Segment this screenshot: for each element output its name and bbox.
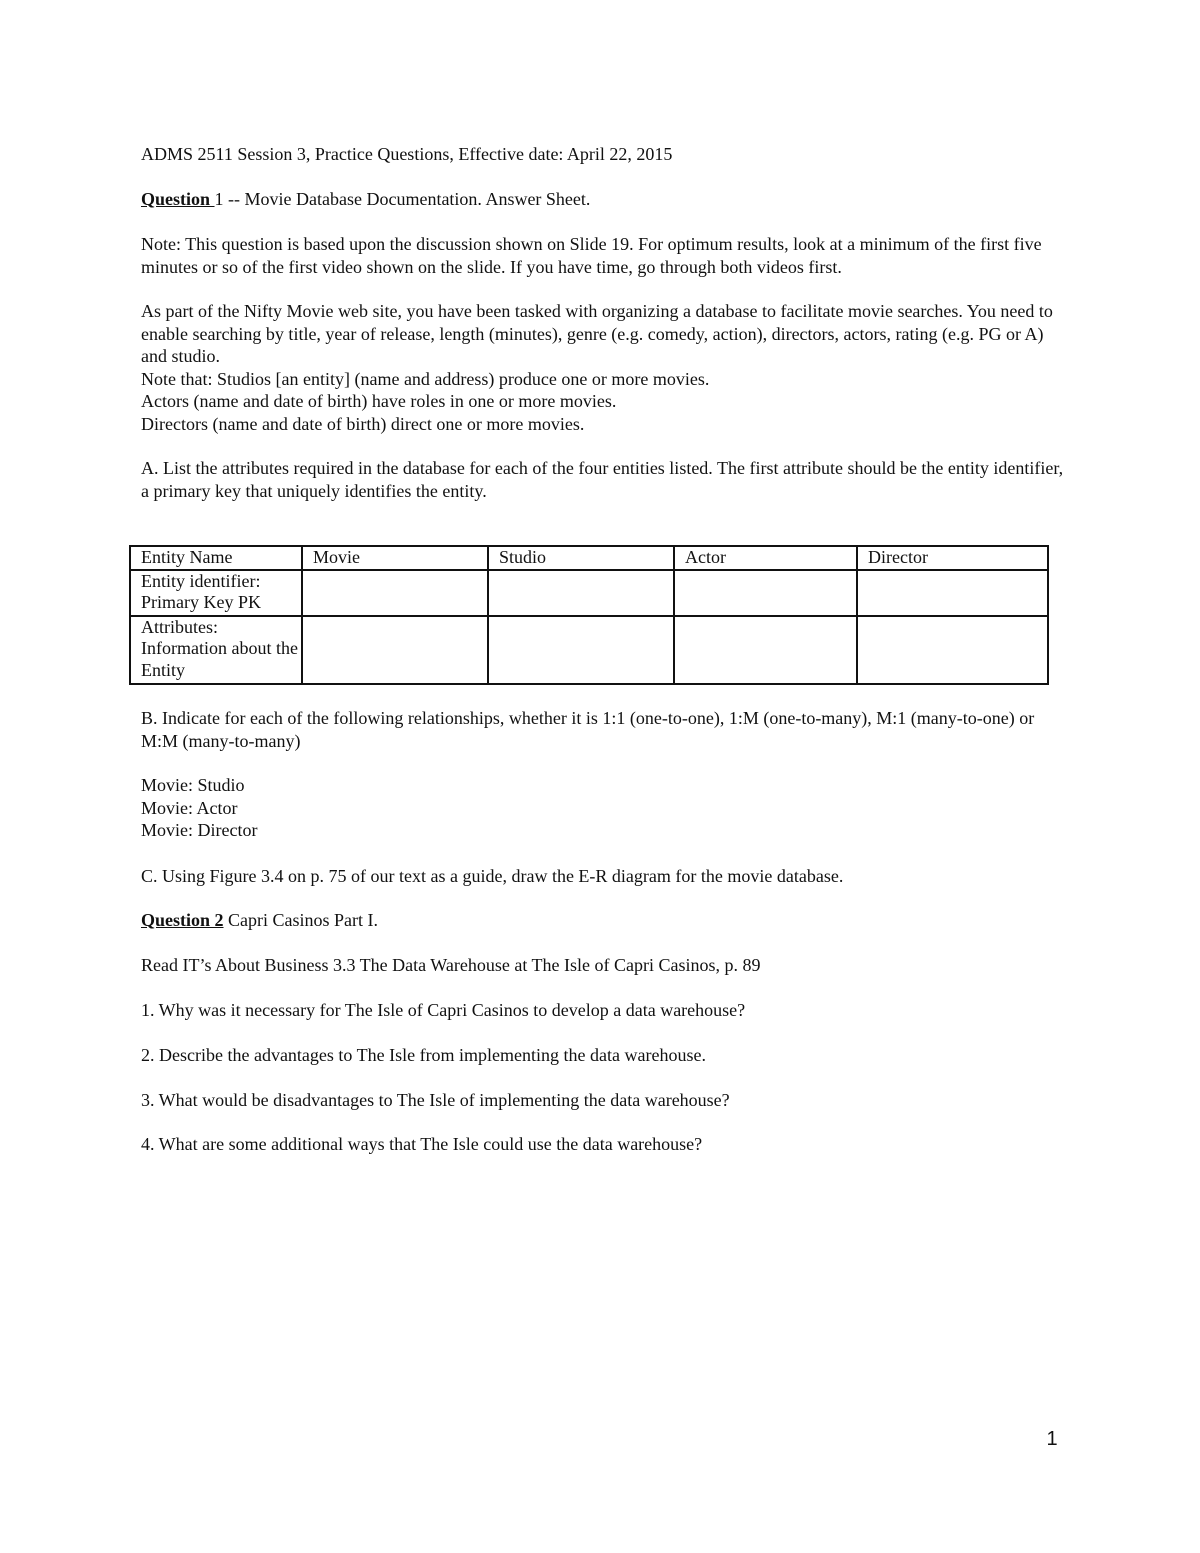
table-cell <box>488 616 674 684</box>
page-number: 1 <box>1046 1428 1058 1450</box>
table-row <box>130 616 1048 684</box>
part-b-instructions: B. Indicate for each of the following relationships, whether it is 1:1 (one-to-one), 1:M (one-to-many), M:1 (many-to-one) or M:M (many-to-many) <box>141 708 1035 751</box>
part-c-instructions: C. Using Figure 3.4 on p. 75 of our text as a guide, draw the E-R diagram for the movie database. <box>141 866 844 886</box>
part-a-instructions: A. List the attributes required in the database for each of the four entities listed. The first attribute should be the entity identifier, a primary key that uniquely identifies the entity. <box>141 458 1064 501</box>
intro-paragraph: As part of the Nifty Movie web site, you have been tasked with organizing a database to facilitate movie searches. You need to enable searching by title, year of release, length (minutes), genre (e.g. comedy, action), directors, actors, rating (e.g. PG or A) and studio. <box>141 301 1053 366</box>
list-item: 4. What are some additional ways that The Isle could use the data warehouse? <box>141 1134 703 1154</box>
table-header-cell: Actor <box>674 546 857 570</box>
intro-studios-line: Note that: Studios [an entity] (name and address) produce one or more movies. <box>141 368 710 389</box>
intro-actors-line: Actors (name and date of birth) have roles in one or more movies. <box>141 391 617 411</box>
table-cell <box>674 570 857 616</box>
table-cell <box>488 570 674 616</box>
table-cell <box>674 616 857 684</box>
question-1-note: Note: This question is based upon the discussion shown on Slide 19. For optimum results, look at a minimum of the first five minutes or so of the first video shown on the slide. If you have time, go through both videos first. <box>141 234 1042 277</box>
table-row <box>130 570 1048 616</box>
list-item: Movie: Director <box>141 820 258 840</box>
table-header-cell: Movie <box>302 546 488 570</box>
table-cell <box>857 616 1048 684</box>
question-2-heading <box>141 909 1071 932</box>
question-1-heading-text: 1 -- Movie Database Documentation. Answer Sheet. <box>214 189 591 209</box>
intro-directors-line: Directors (name and date of birth) direct one or more movies. <box>141 413 585 434</box>
table-header-cell: Director <box>857 546 1048 570</box>
question-2-heading-text: Capri Casinos Part I. <box>223 910 379 930</box>
table-cell <box>302 616 488 684</box>
list-item: Movie: Actor <box>141 797 238 818</box>
row-label-cell: Entity identifier: Primary Key PK <box>130 570 302 616</box>
row-label-cell: Attributes: Information about the Entity <box>130 616 302 684</box>
question-1-intro <box>141 300 1071 435</box>
entity-attributes-table <box>129 545 1049 685</box>
question-2-label: Question 2 <box>141 910 224 930</box>
list-item: 2. Describe the advantages to The Isle from implementing the data warehouse. <box>141 1045 706 1065</box>
relationship-list <box>141 774 1071 842</box>
list-item: 1. Why was it necessary for The Isle of Capri Casinos to develop a data warehouse? <box>141 1000 746 1020</box>
question-1-heading <box>141 188 1071 211</box>
list-item: Movie: Studio <box>141 775 245 795</box>
table-header-row <box>130 546 1048 570</box>
table-header-cell: Entity Name <box>130 546 302 570</box>
question-1-label: Question <box>141 189 215 209</box>
document-title: ADMS 2511 Session 3, Practice Questions, Effective date: April 22, 2015 <box>141 144 673 164</box>
question-2-reading: Read IT’s About Business 3.3 The Data Warehouse at The Isle of Capri Casinos, p. 89 <box>141 955 761 975</box>
table-cell <box>302 570 488 616</box>
list-item: 3. What would be disadvantages to The Isle of implementing the data warehouse? <box>141 1090 730 1110</box>
table-header-cell: Studio <box>488 546 674 570</box>
table-cell <box>857 570 1048 616</box>
